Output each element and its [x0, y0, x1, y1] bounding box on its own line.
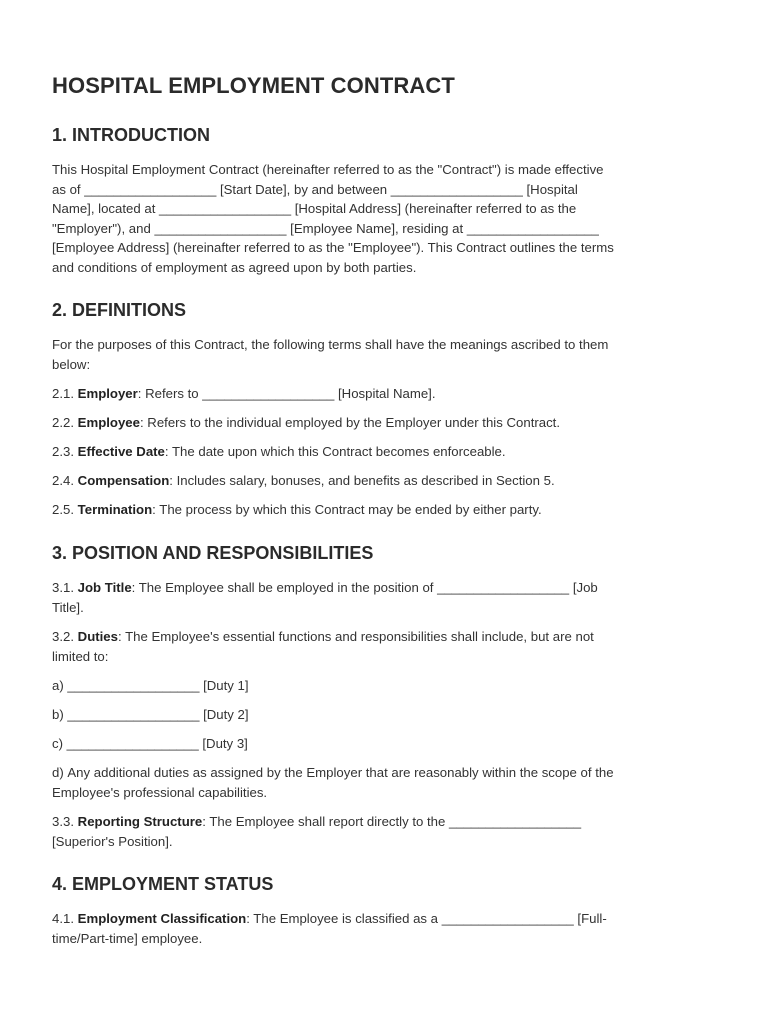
- blank-field: __________________: [437, 580, 570, 595]
- section-2-heading: 2. DEFINITIONS: [52, 300, 187, 320]
- section-4-heading: 4. EMPLOYMENT STATUS: [52, 874, 274, 894]
- document-title: HOSPITAL EMPLOYMENT CONTRACT: [52, 73, 455, 98]
- definition-employee: 2.2. Employee: Refers to the individual employed by the Employer under this Contract.: [52, 415, 561, 430]
- blank-field: __________________: [159, 201, 292, 216]
- definitions-intro: For the purposes of this Contract, the following terms shall have the meanings ascribed to them below:: [52, 337, 609, 372]
- clause-job-title: 3.1. Job Title: The Employee shall be employed in the position of __________________ [Job Title].: [52, 580, 598, 615]
- section-3-heading: 3. POSITION AND RESPONSIBILITIES: [52, 543, 374, 563]
- duty-item: b) __________________ [Duty 2]: [52, 707, 249, 722]
- clause-reporting-structure: 3.3. Reporting Structure: The Employee shall report directly to the __________________ [Superior's Position].: [52, 814, 582, 849]
- blank-field: __________________: [84, 181, 217, 197]
- duty-item: c) __________________ [Duty 3]: [52, 736, 248, 751]
- blank-field: __________________: [67, 678, 200, 693]
- clause-employment-classification: 4.1. Employment Classification: The Employee is classified as a __________________ [Full- time/Part-time] employee.: [52, 911, 607, 946]
- definition-effective-date: 2.3. Effective Date: The date upon which this Contract becomes enforceable.: [52, 444, 506, 459]
- blank-field: __________________: [390, 181, 523, 197]
- intro-line: Name], located at __________________ [Hospital Address] (hereinafter referred to as the: [52, 201, 577, 216]
- intro-line: [Employee Address] (hereinafter referred to as the "Employee"). This Contract outlines the terms: [52, 240, 614, 255]
- definition-employer: 2.1. Employer: Refers to __________________ [Hospital Name].: [52, 386, 436, 401]
- introduction-paragraph: [52, 160, 722, 277]
- definition-compensation: 2.4. Compensation: Includes salary, bonuses, and benefits as described in Section 5.: [52, 473, 555, 488]
- blank-field: __________________: [466, 220, 599, 236]
- blank-field: __________________: [202, 386, 335, 401]
- blank-field: __________________: [441, 911, 574, 926]
- duty-item: a) __________________ [Duty 1]: [52, 678, 249, 693]
- duty-item-additional: d) Any additional duties as assigned by the Employer that are reasonably within the scope of the Employee's professional capabilities.: [52, 765, 614, 800]
- clause-duties: 3.2. Duties: The Employee's essential functions and responsibilities shall include, but are not limited to:: [52, 629, 594, 664]
- intro-line: and conditions of employment as agreed upon by both parties.: [52, 259, 417, 275]
- intro-line: This Hospital Employment Contract (hereinafter referred to as the "Contract") is made effective: [52, 162, 604, 177]
- intro-line: "Employer"), and __________________ [Employee Name], residing at __________________: [52, 220, 599, 236]
- definition-termination: 2.5. Termination: The process by which this Contract may be ended by either party.: [52, 502, 542, 517]
- intro-line: as of __________________ [Start Date], by and between __________________ [Hospital: [52, 181, 578, 197]
- section-1-heading: 1. INTRODUCTION: [52, 125, 211, 145]
- blank-field: __________________: [67, 707, 200, 722]
- blank-field: __________________: [66, 736, 199, 751]
- blank-field: __________________: [449, 814, 582, 829]
- blank-field: __________________: [154, 220, 287, 236]
